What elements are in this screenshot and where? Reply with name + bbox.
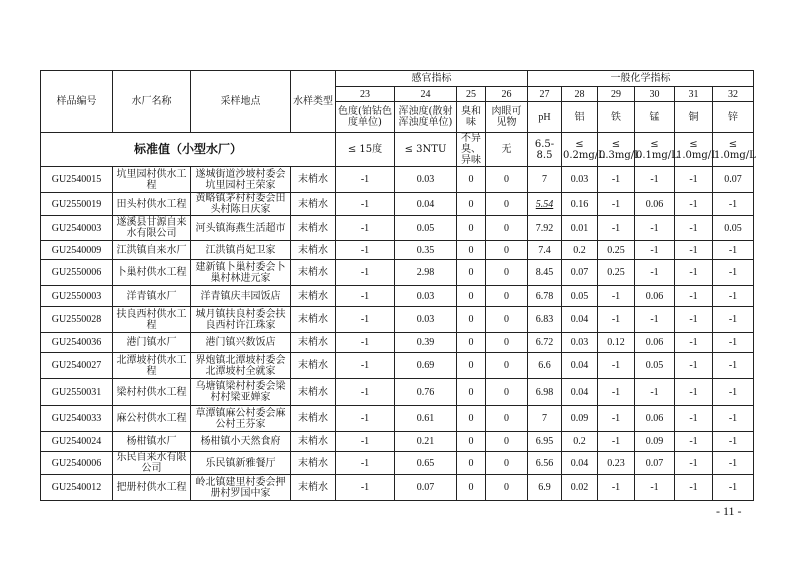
- sampling-site-cell: 遂城街道沙坡村委会坑里园村王荣家: [191, 167, 291, 193]
- value-cell: 6.83: [528, 307, 562, 333]
- value-cell: -1: [336, 193, 395, 216]
- sampling-site-cell: 乌塘镇梁村村委会梁村村梁亚婵家: [191, 379, 291, 406]
- value-cell: 0.06: [635, 406, 675, 432]
- col-name: 色度(铂钴色度单位): [336, 102, 395, 133]
- value-cell: -1: [675, 216, 713, 241]
- sample-id-cell: GU2540033: [41, 406, 113, 432]
- plant-name-cell: 梁村村供水工程: [113, 379, 191, 406]
- value-cell: 0.06: [635, 333, 675, 353]
- value-cell: -1: [598, 353, 635, 379]
- value-cell: 0: [486, 286, 528, 307]
- plant-name-cell: 把册村供水工程: [113, 475, 191, 501]
- value-cell: -1: [675, 286, 713, 307]
- value-cell: 0.25: [598, 260, 635, 286]
- col-name: 肉眼可见物: [486, 102, 528, 133]
- value-cell: 0.04: [562, 353, 598, 379]
- value-cell: 0: [457, 216, 486, 241]
- sample-id-cell: GU2540006: [41, 452, 113, 475]
- value-cell: -1: [336, 333, 395, 353]
- value-cell: 0: [486, 475, 528, 501]
- sample-id-cell: GU2550028: [41, 307, 113, 333]
- sampling-site-cell: 乐民镇新雅餐厅: [191, 452, 291, 475]
- sample-id-cell: GU2540012: [41, 475, 113, 501]
- value-cell: 5.54: [528, 193, 562, 216]
- plant-name-cell: 北潭坡村供水工程: [113, 353, 191, 379]
- value-cell: 0: [486, 333, 528, 353]
- value-cell: 0.06: [635, 286, 675, 307]
- table-row: [41, 286, 754, 307]
- value-cell: 0: [457, 353, 486, 379]
- col-name: 锰: [635, 102, 675, 133]
- value-cell: -1: [635, 260, 675, 286]
- value-cell: -1: [713, 260, 754, 286]
- sample-id-cell: GU2550019: [41, 193, 113, 216]
- value-cell: -1: [336, 167, 395, 193]
- col-name: pH: [528, 102, 562, 133]
- table-row: [41, 353, 754, 379]
- value-cell: 0.06: [635, 193, 675, 216]
- col-name: 铁: [598, 102, 635, 133]
- header-site: 采样地点: [191, 71, 291, 133]
- value-cell: 0.12: [598, 333, 635, 353]
- value-cell: -1: [598, 406, 635, 432]
- value-cell: 0.03: [395, 167, 457, 193]
- table-row: [41, 406, 754, 432]
- value-cell: 0: [457, 452, 486, 475]
- value-cell: 0.39: [395, 333, 457, 353]
- value-cell: -1: [336, 432, 395, 452]
- value-cell: 6.72: [528, 333, 562, 353]
- value-cell: 0: [457, 475, 486, 501]
- sampling-site-cell: 岭北镇建里村委会押册村罗国中家: [191, 475, 291, 501]
- value-cell: -1: [598, 475, 635, 501]
- sampling-site-cell: 港门镇兴数饭店: [191, 333, 291, 353]
- standard-label: 标准值（小型水厂）: [41, 133, 336, 167]
- value-cell: -1: [598, 432, 635, 452]
- col-number: 30: [635, 87, 675, 102]
- value-cell: 7: [528, 167, 562, 193]
- water-type-cell: 末梢水: [291, 307, 336, 333]
- page-number: - 11 -: [716, 504, 742, 518]
- value-cell: 0.03: [562, 167, 598, 193]
- value-cell: -1: [635, 216, 675, 241]
- table-row: [41, 167, 754, 193]
- value-cell: -1: [675, 333, 713, 353]
- standard-row: [41, 133, 754, 167]
- value-cell: 0: [486, 241, 528, 260]
- plant-name-cell: 杨柑镇水厂: [113, 432, 191, 452]
- value-cell: 0.61: [395, 406, 457, 432]
- value-cell: -1: [713, 193, 754, 216]
- value-cell: 0: [457, 406, 486, 432]
- value-cell: -1: [675, 353, 713, 379]
- value-cell: -1: [713, 286, 754, 307]
- sample-id-cell: GU2550003: [41, 286, 113, 307]
- plant-name-cell: 乐民自来水有限公司: [113, 452, 191, 475]
- standard-value: ≤ 0.2mg/L: [562, 133, 598, 167]
- value-cell: 0.76: [395, 379, 457, 406]
- value-cell: -1: [336, 475, 395, 501]
- header-group-chemical: 一般化学指标: [528, 71, 754, 87]
- value-cell: -1: [635, 475, 675, 501]
- col-name: 铝: [562, 102, 598, 133]
- value-cell: 0.05: [635, 353, 675, 379]
- value-cell: -1: [675, 452, 713, 475]
- value-cell: -1: [336, 307, 395, 333]
- water-type-cell: 末梢水: [291, 379, 336, 406]
- plant-name-cell: 江洪镇自来水厂: [113, 241, 191, 260]
- sampling-site-cell: 草潭镇麻公村委会麻公村王芬家: [191, 406, 291, 432]
- value-cell: 0: [486, 260, 528, 286]
- sampling-site-cell: 建新镇卜巢村委会卜巢村林进元家: [191, 260, 291, 286]
- value-cell: 0: [457, 432, 486, 452]
- value-cell: 0.09: [635, 432, 675, 452]
- plant-name-cell: 卜巢村供水工程: [113, 260, 191, 286]
- value-cell: 0: [486, 432, 528, 452]
- value-cell: -1: [336, 353, 395, 379]
- table-row: [41, 333, 754, 353]
- value-cell: 0.2: [562, 432, 598, 452]
- sampling-site-cell: 江洪镇肖妃卫家: [191, 241, 291, 260]
- col-number: 28: [562, 87, 598, 102]
- col-number: 29: [598, 87, 635, 102]
- sampling-site-cell: 黄略镇茅村村委会田头村陈日庆家: [191, 193, 291, 216]
- value-cell: -1: [635, 307, 675, 333]
- value-cell: 0.07: [562, 260, 598, 286]
- table-row: [41, 193, 754, 216]
- standard-value: ≤ 3NTU: [395, 133, 457, 167]
- value-cell: 0.01: [562, 216, 598, 241]
- value-cell: 0.05: [713, 216, 754, 241]
- value-cell: -1: [675, 379, 713, 406]
- header-group-sensory: 感官指标: [336, 71, 528, 87]
- sampling-site-cell: 界炮镇北潭坡村委会北潭坡村全就家: [191, 353, 291, 379]
- col-number: 25: [457, 87, 486, 102]
- value-cell: -1: [713, 432, 754, 452]
- value-cell: -1: [675, 241, 713, 260]
- value-cell: 0.02: [562, 475, 598, 501]
- col-name: 臭和味: [457, 102, 486, 133]
- value-cell: -1: [675, 167, 713, 193]
- plant-name-cell: 田头村供水工程: [113, 193, 191, 216]
- water-type-cell: 末梢水: [291, 406, 336, 432]
- table-row: [41, 452, 754, 475]
- value-cell: 0.65: [395, 452, 457, 475]
- value-cell: 2.98: [395, 260, 457, 286]
- value-cell: 6.56: [528, 452, 562, 475]
- value-cell: -1: [713, 406, 754, 432]
- value-cell: 6.6: [528, 353, 562, 379]
- water-type-cell: 末梢水: [291, 432, 336, 452]
- col-number: 27: [528, 87, 562, 102]
- value-cell: 7.4: [528, 241, 562, 260]
- water-type-cell: 末梢水: [291, 193, 336, 216]
- value-cell: -1: [336, 379, 395, 406]
- water-type-cell: 末梢水: [291, 286, 336, 307]
- value-cell: 6.98: [528, 379, 562, 406]
- col-number: 23: [336, 87, 395, 102]
- value-cell: 0.09: [562, 406, 598, 432]
- value-cell: -1: [675, 307, 713, 333]
- col-number: 26: [486, 87, 528, 102]
- standard-value: 无: [486, 133, 528, 167]
- value-cell: 0: [486, 452, 528, 475]
- standard-value: ≤ 0.1mg/L: [635, 133, 675, 167]
- value-cell: 0: [486, 353, 528, 379]
- value-cell: -1: [336, 260, 395, 286]
- value-cell: -1: [598, 216, 635, 241]
- water-quality-table: [40, 70, 754, 501]
- value-cell: -1: [598, 286, 635, 307]
- value-cell: -1: [635, 167, 675, 193]
- value-cell: 0.07: [635, 452, 675, 475]
- value-cell: 0: [457, 193, 486, 216]
- value-cell: 0.35: [395, 241, 457, 260]
- value-cell: 0: [457, 379, 486, 406]
- standard-value: ≤ 0.3mg/L: [598, 133, 635, 167]
- value-cell: 7.92: [528, 216, 562, 241]
- table-row: [41, 216, 754, 241]
- col-number: 31: [675, 87, 713, 102]
- value-cell: 0.05: [562, 286, 598, 307]
- value-cell: -1: [336, 406, 395, 432]
- value-cell: 7: [528, 406, 562, 432]
- value-cell: 0: [457, 286, 486, 307]
- sample-id-cell: GU2540009: [41, 241, 113, 260]
- value-cell: 6.9: [528, 475, 562, 501]
- plant-name-cell: 扶良西村供水工程: [113, 307, 191, 333]
- value-cell: 0.69: [395, 353, 457, 379]
- value-cell: -1: [598, 307, 635, 333]
- table-row: [41, 379, 754, 406]
- table-row: [41, 307, 754, 333]
- value-cell: 0.05: [395, 216, 457, 241]
- value-cell: -1: [713, 241, 754, 260]
- sampling-site-cell: 洋青镇庆丰园饭店: [191, 286, 291, 307]
- water-type-cell: 末梢水: [291, 452, 336, 475]
- value-cell: 6.78: [528, 286, 562, 307]
- value-cell: -1: [635, 241, 675, 260]
- value-cell: 0.04: [395, 193, 457, 216]
- value-cell: -1: [336, 241, 395, 260]
- table-row: [41, 241, 754, 260]
- col-name: 锌: [713, 102, 754, 133]
- sample-id-cell: GU2550031: [41, 379, 113, 406]
- value-cell: -1: [598, 167, 635, 193]
- value-cell: -1: [675, 193, 713, 216]
- value-cell: 0: [486, 307, 528, 333]
- sampling-site-cell: 杨柑镇小天然食府: [191, 432, 291, 452]
- header-plant: 水厂名称: [113, 71, 191, 133]
- value-cell: 0: [457, 260, 486, 286]
- value-cell: -1: [713, 452, 754, 475]
- sampling-site-cell: 城月镇扶良村委会扶良西村许江珠家: [191, 307, 291, 333]
- value-cell: 0.23: [598, 452, 635, 475]
- sample-id-cell: GU2550006: [41, 260, 113, 286]
- value-cell: 0.04: [562, 307, 598, 333]
- value-cell: -1: [713, 379, 754, 406]
- standard-value: ≤ 1.0mg/L: [713, 133, 754, 167]
- value-cell: 0: [457, 167, 486, 193]
- value-cell: -1: [336, 216, 395, 241]
- plant-name-cell: 港门镇水厂: [113, 333, 191, 353]
- table-row: [41, 260, 754, 286]
- value-cell: 0: [486, 216, 528, 241]
- value-cell: 0.2: [562, 241, 598, 260]
- value-cell: 0.04: [562, 379, 598, 406]
- standard-value: ≤ 15度: [336, 133, 395, 167]
- value-cell: -1: [635, 379, 675, 406]
- plant-name-cell: 洋青镇水厂: [113, 286, 191, 307]
- col-number: 32: [713, 87, 754, 102]
- standard-value: 不异臭、异味: [457, 133, 486, 167]
- value-cell: -1: [713, 353, 754, 379]
- value-cell: -1: [675, 406, 713, 432]
- water-type-cell: 末梢水: [291, 216, 336, 241]
- value-cell: -1: [336, 452, 395, 475]
- value-cell: 0: [486, 167, 528, 193]
- water-type-cell: 末梢水: [291, 260, 336, 286]
- plant-name-cell: 遂溪县甘源自来水有限公司: [113, 216, 191, 241]
- value-cell: 0: [486, 406, 528, 432]
- value-cell: 8.45: [528, 260, 562, 286]
- value-cell: -1: [598, 379, 635, 406]
- water-type-cell: 末梢水: [291, 167, 336, 193]
- value-cell: 0.03: [395, 307, 457, 333]
- value-cell: -1: [675, 475, 713, 501]
- value-cell: 0.25: [598, 241, 635, 260]
- col-number: 24: [395, 87, 457, 102]
- plant-name-cell: 坑里园村供水工程: [113, 167, 191, 193]
- value-cell: -1: [336, 286, 395, 307]
- col-name: 浑浊度(散射浑浊度单位): [395, 102, 457, 133]
- table-row: [41, 432, 754, 452]
- water-type-cell: 末梢水: [291, 475, 336, 501]
- value-cell: 0: [486, 379, 528, 406]
- value-cell: -1: [598, 193, 635, 216]
- value-cell: 0: [457, 241, 486, 260]
- value-cell: -1: [675, 260, 713, 286]
- value-cell: 0: [486, 193, 528, 216]
- sample-id-cell: GU2540015: [41, 167, 113, 193]
- table-row: [41, 475, 754, 501]
- value-cell: 0.07: [713, 167, 754, 193]
- plant-name-cell: 麻公村供水工程: [113, 406, 191, 432]
- sample-id-cell: GU2540036: [41, 333, 113, 353]
- col-name: 铜: [675, 102, 713, 133]
- sample-id-cell: GU2540024: [41, 432, 113, 452]
- value-cell: 6.95: [528, 432, 562, 452]
- value-cell: -1: [713, 475, 754, 501]
- water-type-cell: 末梢水: [291, 333, 336, 353]
- water-type-cell: 末梢水: [291, 241, 336, 260]
- value-cell: -1: [713, 307, 754, 333]
- sampling-site-cell: 河头镇海燕生活超市: [191, 216, 291, 241]
- water-type-cell: 末梢水: [291, 353, 336, 379]
- sample-id-cell: GU2540003: [41, 216, 113, 241]
- header-sample-id: 样品编号: [41, 71, 113, 133]
- value-cell: 0.03: [395, 286, 457, 307]
- value-cell: -1: [713, 333, 754, 353]
- value-cell: 0.21: [395, 432, 457, 452]
- value-cell: 0: [457, 333, 486, 353]
- header-water-type: 水样类型: [291, 71, 336, 133]
- value-cell: 0.07: [395, 475, 457, 501]
- value-cell: -1: [675, 432, 713, 452]
- standard-value: 6.5-8.5: [528, 133, 562, 167]
- value-cell: 0.03: [562, 333, 598, 353]
- value-cell: 0.04: [562, 452, 598, 475]
- sample-id-cell: GU2540027: [41, 353, 113, 379]
- value-cell: 0: [457, 307, 486, 333]
- value-cell: 0.16: [562, 193, 598, 216]
- standard-value: ≤ 1.0mg/L: [675, 133, 713, 167]
